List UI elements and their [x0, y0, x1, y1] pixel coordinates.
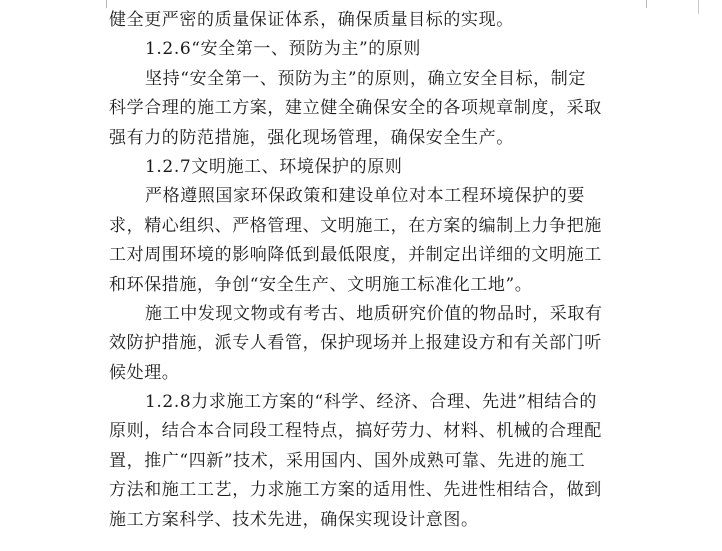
body-line: 科学合理的施工方案，建立健全确保安全的各项规章制度，采取 — [109, 98, 602, 119]
body-line: 强有力的防范措施，强化现场管理，确保安全生产。 — [109, 127, 514, 148]
body-line: 原则，结合本合同段工程特点，搞好劳力、材料、机械的合理配 — [109, 421, 602, 442]
body-line: 置，推广“四新”技术，采用国内、国外成熟可靠、先进的施工 — [109, 450, 586, 471]
section-heading-1-2-8: 1.2.8力求施工方案的“科学、经济、合理、先进”相结合的 — [145, 392, 598, 413]
body-line: 坚持“安全第一、预防为主”的原则，确立安全目标，制定 — [145, 68, 586, 89]
body-line: 健全更严密的质量保证体系，确保质量目标的实现。 — [109, 10, 514, 30]
body-line: 严格遵照国家环保政策和建设单位对本工程环境保护的要 — [145, 186, 585, 207]
body-line: 工对周围环境的影响降低到最低限度，并制定出详细的文明施工 — [109, 245, 602, 266]
body-line: 候处理。 — [109, 362, 180, 383]
body-line: 和环保措施，争创“安全生产、文明施工标准化工地”。 — [109, 274, 533, 295]
section-heading-1-2-7: 1.2.7文明施工、环境保护的原则 — [145, 156, 403, 177]
section-heading-1-2-6: 1.2.6“安全第一、预防为主”的原则 — [145, 39, 422, 60]
body-line: 施工中发现文物或有考古、地质研究价值的物品时，采取有 — [145, 303, 603, 324]
body-line: 效防护措施，派专人看管，保护现场并上报建设方和有关部门听 — [109, 333, 602, 354]
document-body[interactable] — [109, 6, 649, 535]
body-line: 求，精心组织、严格管理、文明施工，在方案的编制上力争把施 — [109, 215, 602, 236]
body-line: 方法和施工工艺，力求施工方案的适用性、先进性相结合，做到 — [109, 480, 602, 501]
body-line: 施工方案科学、技术先进，确保实现设计意图。 — [109, 509, 479, 530]
margin-boundary-line — [698, 0, 699, 14]
margin-corner-mark-left — [96, 0, 107, 8]
